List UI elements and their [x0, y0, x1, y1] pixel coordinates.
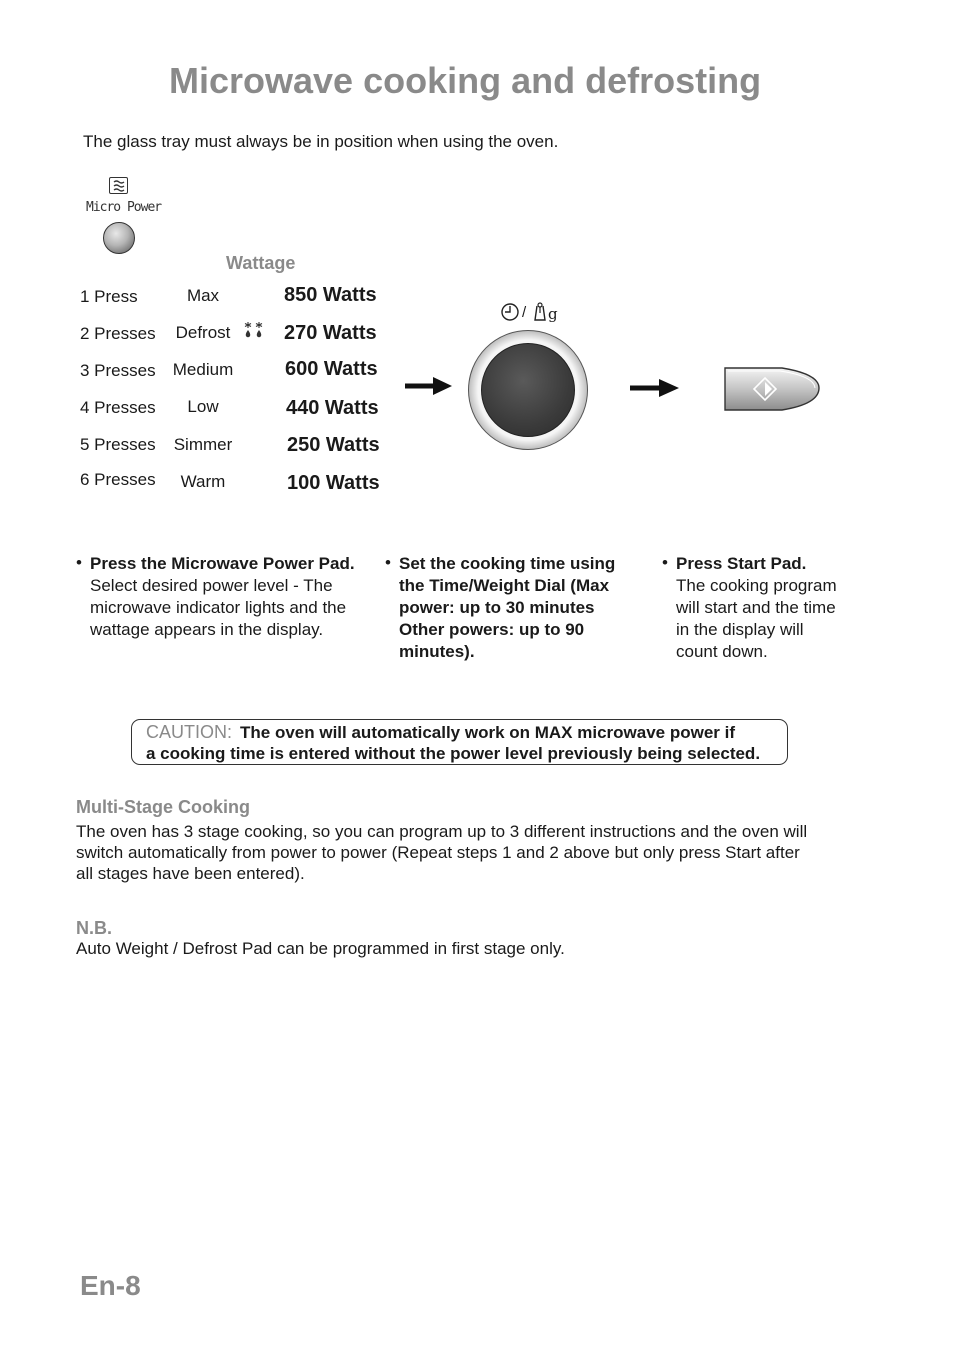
wattage-value: 850 Watts: [284, 284, 377, 306]
multi-stage-heading: Multi-Stage Cooking: [76, 797, 250, 817]
step-2: [399, 553, 649, 663]
bullet: •: [662, 553, 668, 572]
defrost-icon: [243, 321, 265, 341]
wattage-value: 270 Watts: [284, 322, 377, 344]
start-button[interactable]: [722, 366, 822, 417]
press-count: 6 Presses: [80, 470, 156, 489]
caution-line-2: a cooking time is entered without the power level previously being selected.: [146, 744, 761, 763]
power-level: Max: [186, 286, 220, 305]
time-weight-dial[interactable]: [481, 343, 575, 437]
wattage-value: 600 Watts: [285, 358, 378, 380]
step-3-heading: Press Start Pad.: [676, 554, 807, 573]
page-number: En-8: [80, 1270, 141, 1301]
caution-label: CAUTION:: [146, 722, 233, 742]
clock-icon: [500, 302, 520, 327]
press-count: 5 Presses: [80, 435, 156, 454]
bullet: •: [385, 553, 391, 572]
micro-power-label: Micro Power: [86, 200, 162, 215]
caution-text: The oven will automatically work on MAX microwave power if: [240, 723, 736, 742]
micro-power-button[interactable]: [103, 222, 135, 254]
step-2-line: minutes).: [399, 642, 475, 661]
step-1: [90, 553, 380, 641]
press-count: 1 Press: [80, 287, 138, 306]
arrow-right-icon: [405, 376, 453, 396]
step-3: [676, 553, 896, 663]
press-count: 4 Presses: [80, 398, 156, 417]
press-count: 2 Presses: [80, 324, 156, 343]
step-3-line: The cooking program: [676, 576, 837, 595]
weight-unit: g: [548, 305, 558, 323]
power-level: Medium: [172, 360, 234, 379]
weight-icon: [532, 302, 548, 327]
bullet: •: [76, 553, 82, 572]
wattage-value: 440 Watts: [286, 397, 379, 419]
power-level: Defrost: [175, 323, 231, 342]
multi-stage-text: [76, 821, 876, 884]
step-3-line: count down.: [676, 642, 768, 661]
press-count: 3 Presses: [80, 361, 156, 380]
step-2-line: the Time/Weight Dial (Max: [399, 576, 610, 595]
page-title: Microwave cooking and defrosting: [169, 60, 762, 101]
microwave-waves-icon: [109, 177, 128, 194]
step-2-line: Set the cooking time using: [399, 554, 616, 573]
nb-text: Auto Weight / Defrost Pad can be programmed in first stage only.: [76, 939, 565, 958]
multi-stage-line: The oven has 3 stage cooking, so you can program up to 3 different instructions and the oven will: [76, 822, 808, 841]
multi-stage-line: all stages have been entered).: [76, 864, 305, 883]
wattage-value: 250 Watts: [287, 434, 380, 456]
wattage-value: 100 Watts: [287, 472, 380, 494]
arrow-right-icon: [630, 378, 680, 398]
intro-text: The glass tray must always be in position when using the oven.: [83, 132, 559, 151]
nb-heading: N.B.: [76, 918, 112, 938]
caution-line-1: [146, 722, 735, 743]
wattage-heading: Wattage: [226, 253, 296, 273]
step-1-line: microwave indicator lights and the: [90, 598, 347, 617]
power-level: Warm: [180, 472, 226, 491]
multi-stage-line: switch automatically from power to power (Repeat steps 1 and 2 above but only press Start after: [76, 843, 800, 862]
step-1-line: wattage appears in the display.: [90, 620, 324, 639]
step-1-line: Select desired power level - The: [90, 576, 333, 595]
power-level: Simmer: [173, 435, 233, 454]
step-2-line: power: up to 30 minutes: [399, 598, 595, 617]
step-2-line: Other powers: up to 90: [399, 620, 585, 639]
step-3-line: in the display will: [676, 620, 804, 639]
dial-divider: /: [522, 304, 527, 321]
step-1-heading: Press the Microwave Power Pad.: [90, 554, 355, 573]
step-3-line: will start and the time: [676, 598, 836, 617]
power-level: Low: [187, 397, 219, 416]
